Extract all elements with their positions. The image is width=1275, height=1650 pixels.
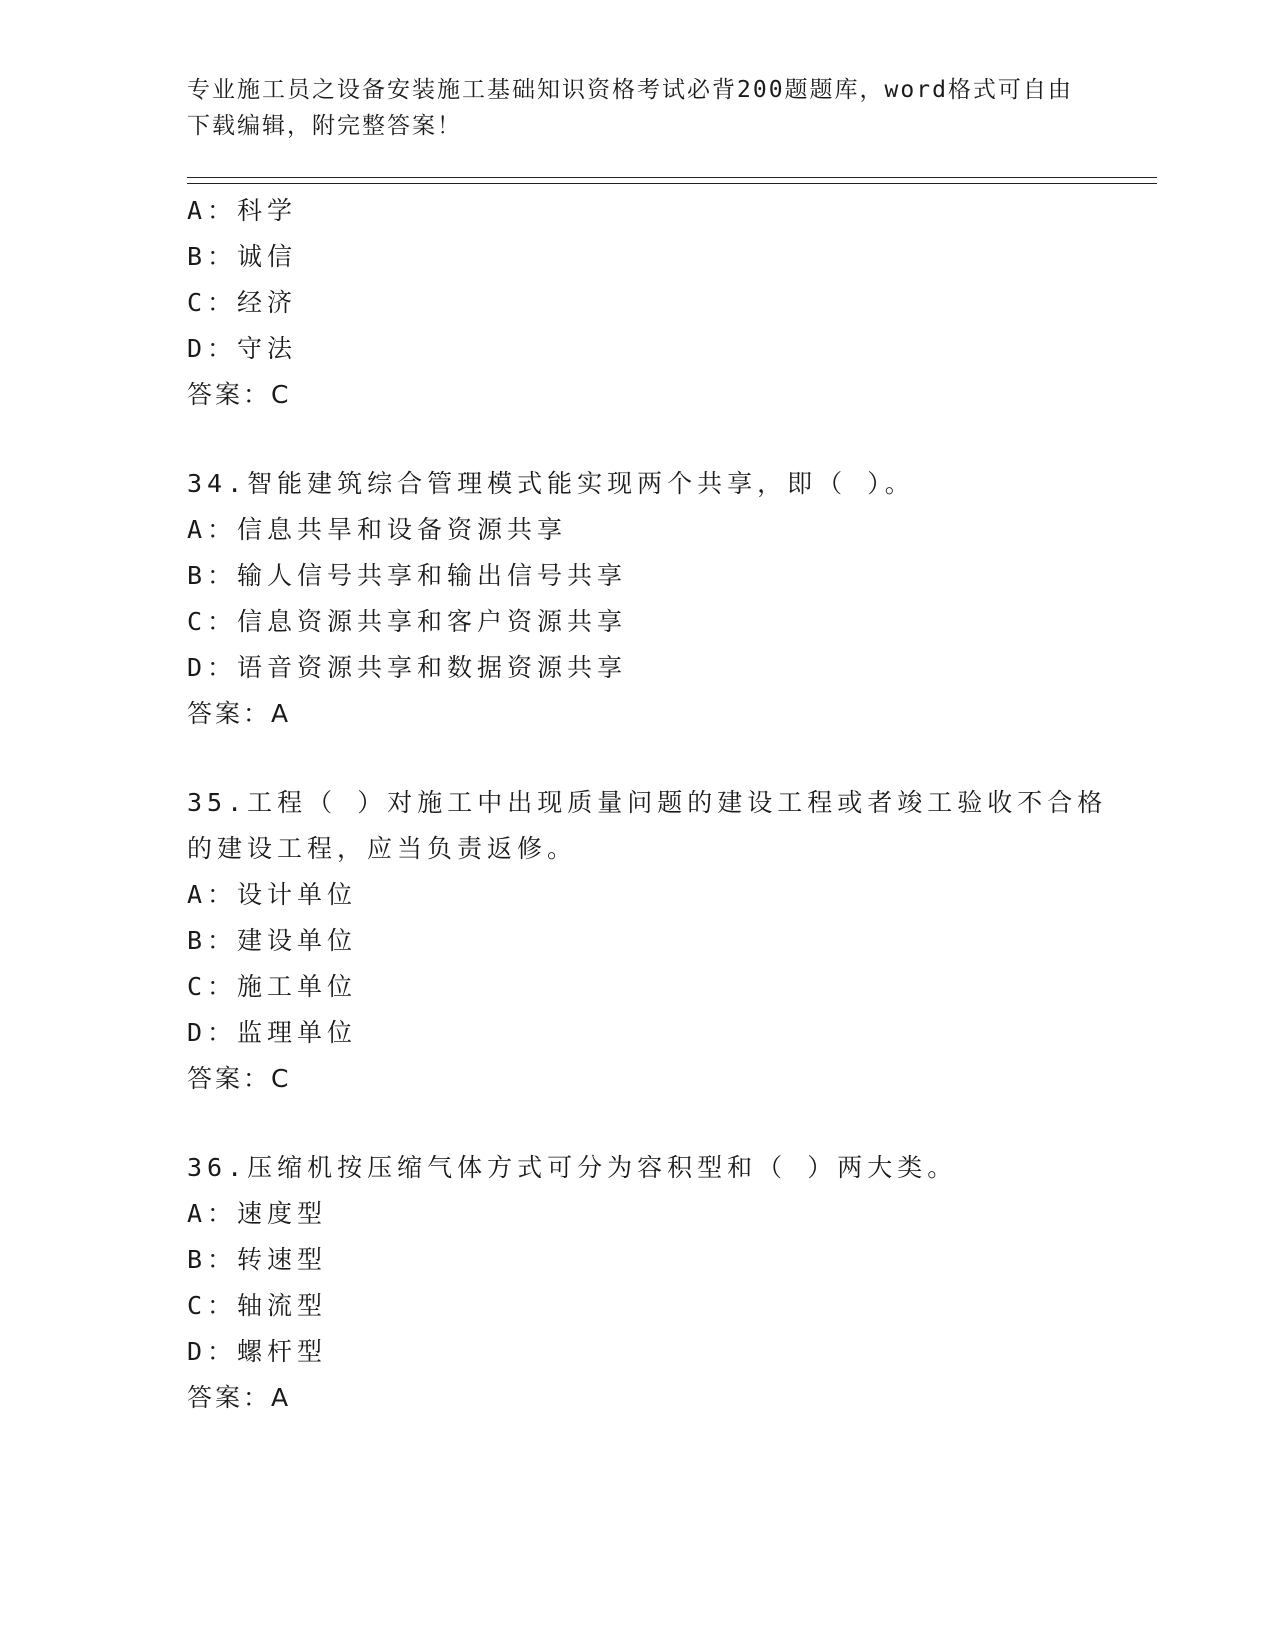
answer-line: 答案：A	[187, 699, 292, 728]
answer-line: 答案：A	[187, 1383, 292, 1412]
question-stem-continued: 的建设工程，应当负责返修。	[187, 834, 578, 863]
answer-line: 答案：C	[187, 380, 292, 409]
option-a: A：速度型	[187, 1199, 328, 1228]
option-d: D：螺杆型	[187, 1337, 328, 1366]
option-b: B：输人信号共享和输出信号共享	[187, 561, 628, 590]
question-stem: 36.压缩机按压缩气体方式可分为容积型和（ ）两大类。	[187, 1153, 958, 1182]
question-block-34	[187, 461, 1087, 737]
spacer	[187, 418, 1087, 461]
option-c: C：信息资源共享和客户资源共享	[187, 607, 628, 636]
header-line-2: 下载编辑，附完整答案！	[187, 113, 462, 139]
option-c: C：轴流型	[187, 1291, 328, 1320]
answer-line: 答案：C	[187, 1064, 292, 1093]
option-d: D：语音资源共享和数据资源共享	[187, 653, 628, 682]
option-b: B：诚信	[187, 242, 298, 271]
option-c: C：经济	[187, 288, 298, 317]
option-a: A：科学	[187, 196, 298, 225]
question-block-35	[187, 780, 1108, 1102]
spacer	[187, 737, 1087, 780]
question-list	[187, 188, 1108, 1421]
header-divider-top	[187, 177, 1157, 178]
question-stem: 35.工程（ ）对施工中出现质量问题的建设工程或者竣工验收不合格	[187, 788, 1108, 817]
spacer	[187, 1102, 1087, 1145]
document-header	[187, 72, 1087, 144]
question-block-36	[187, 1145, 1087, 1421]
header-line-1: 专业施工员之设备安装施工基础知识资格考试必背200题题库，word格式可自由	[187, 77, 1073, 103]
option-d: D：守法	[187, 334, 298, 363]
option-a: A：设计单位	[187, 880, 358, 909]
question-block-33	[187, 188, 1087, 418]
option-a: A：信息共旱和设备资源共享	[187, 515, 568, 544]
option-b: B：建设单位	[187, 926, 358, 955]
option-b: B：转速型	[187, 1245, 328, 1274]
option-c: C：施工单位	[187, 972, 358, 1001]
option-d: D：监理单位	[187, 1018, 358, 1047]
header-divider-bottom	[187, 183, 1157, 184]
question-stem: 34.智能建筑综合管理模式能实现两个共享，即（ ）。	[187, 469, 915, 498]
